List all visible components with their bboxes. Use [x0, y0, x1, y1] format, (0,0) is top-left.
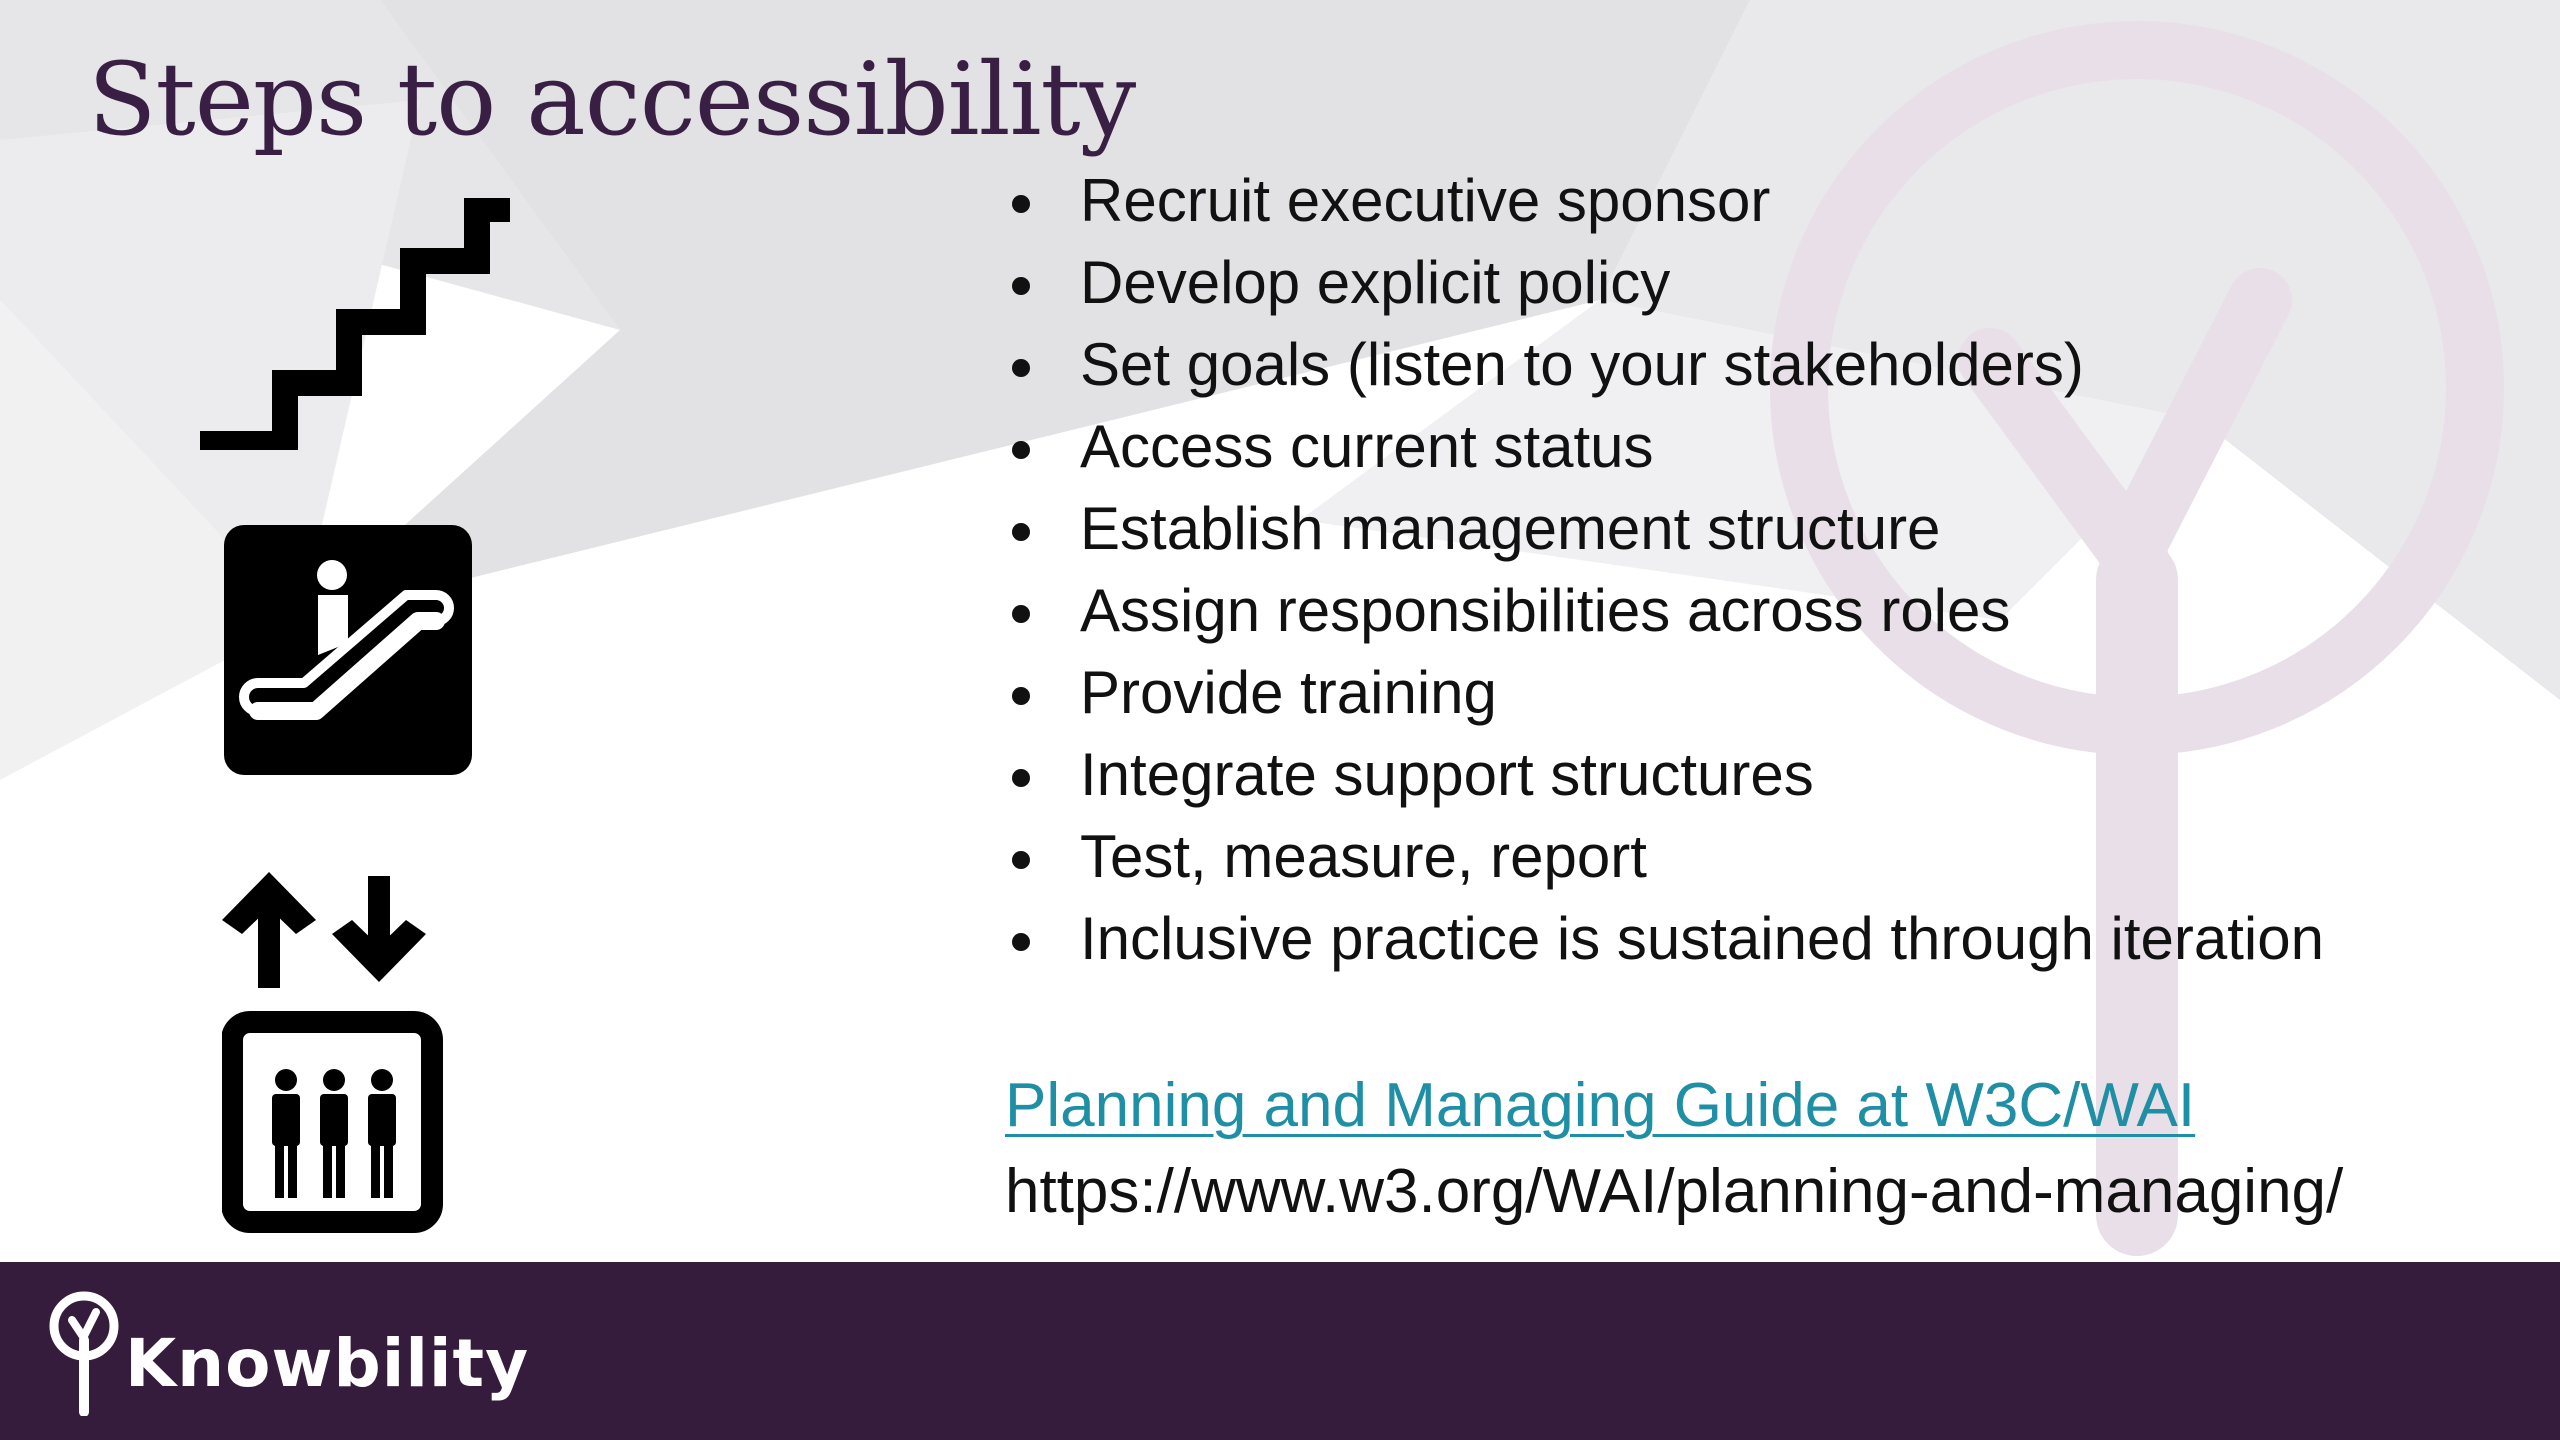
list-item	[1000, 488, 2500, 570]
planning-guide-link[interactable]: Planning and Managing Guide at W3C/WAI	[1005, 1071, 2196, 1140]
list-item	[1000, 898, 2500, 980]
escalator-icon	[224, 525, 472, 775]
footer-bar	[0, 1262, 2560, 1440]
bullet-icon	[1012, 769, 1030, 787]
brand-name: Knowbility	[125, 1325, 530, 1402]
bullet-icon	[1012, 687, 1030, 705]
bullet-icon	[1012, 195, 1030, 213]
list-item-text: Integrate support structures	[1080, 741, 1814, 808]
list-item-text: Assign responsibilities across roles	[1080, 577, 2011, 644]
knowbility-tree-logo-icon	[46, 1290, 122, 1416]
bullet-icon	[1012, 933, 1030, 951]
list-item-text: Test, measure, report	[1080, 823, 1647, 890]
list-item-text: Recruit executive sponsor	[1080, 167, 1771, 234]
bullet-icon	[1012, 523, 1030, 541]
list-item-text: Provide training	[1080, 659, 1497, 726]
list-item	[1000, 652, 2500, 734]
steps-list	[1000, 160, 2500, 980]
list-item	[1000, 160, 2500, 242]
list-item-text: Establish management structure	[1080, 495, 1941, 562]
stairs-icon	[200, 198, 510, 450]
planning-guide-url: https://www.w3.org/WAI/planning-and-managing/	[1005, 1157, 2344, 1226]
bullet-icon	[1012, 851, 1030, 869]
list-item	[1000, 324, 2500, 406]
list-item	[1000, 406, 2500, 488]
list-item-text: Set goals (listen to your stakeholders)	[1080, 331, 2084, 398]
list-item	[1000, 816, 2500, 898]
list-item	[1000, 734, 2500, 816]
list-item-text: Access current status	[1080, 413, 1654, 480]
list-item-text: Inclusive practice is sustained through iteration	[1080, 905, 2325, 972]
list-item	[1000, 570, 2500, 652]
bullet-icon	[1012, 359, 1030, 377]
bullet-icon	[1012, 605, 1030, 623]
bullet-icon	[1012, 277, 1030, 295]
list-item-text: Develop explicit policy	[1080, 249, 1671, 316]
bullet-icon	[1012, 441, 1030, 459]
slide-title: Steps to accessibility	[88, 41, 1136, 158]
list-item	[1000, 242, 2500, 324]
elevator-icon	[222, 872, 450, 1240]
